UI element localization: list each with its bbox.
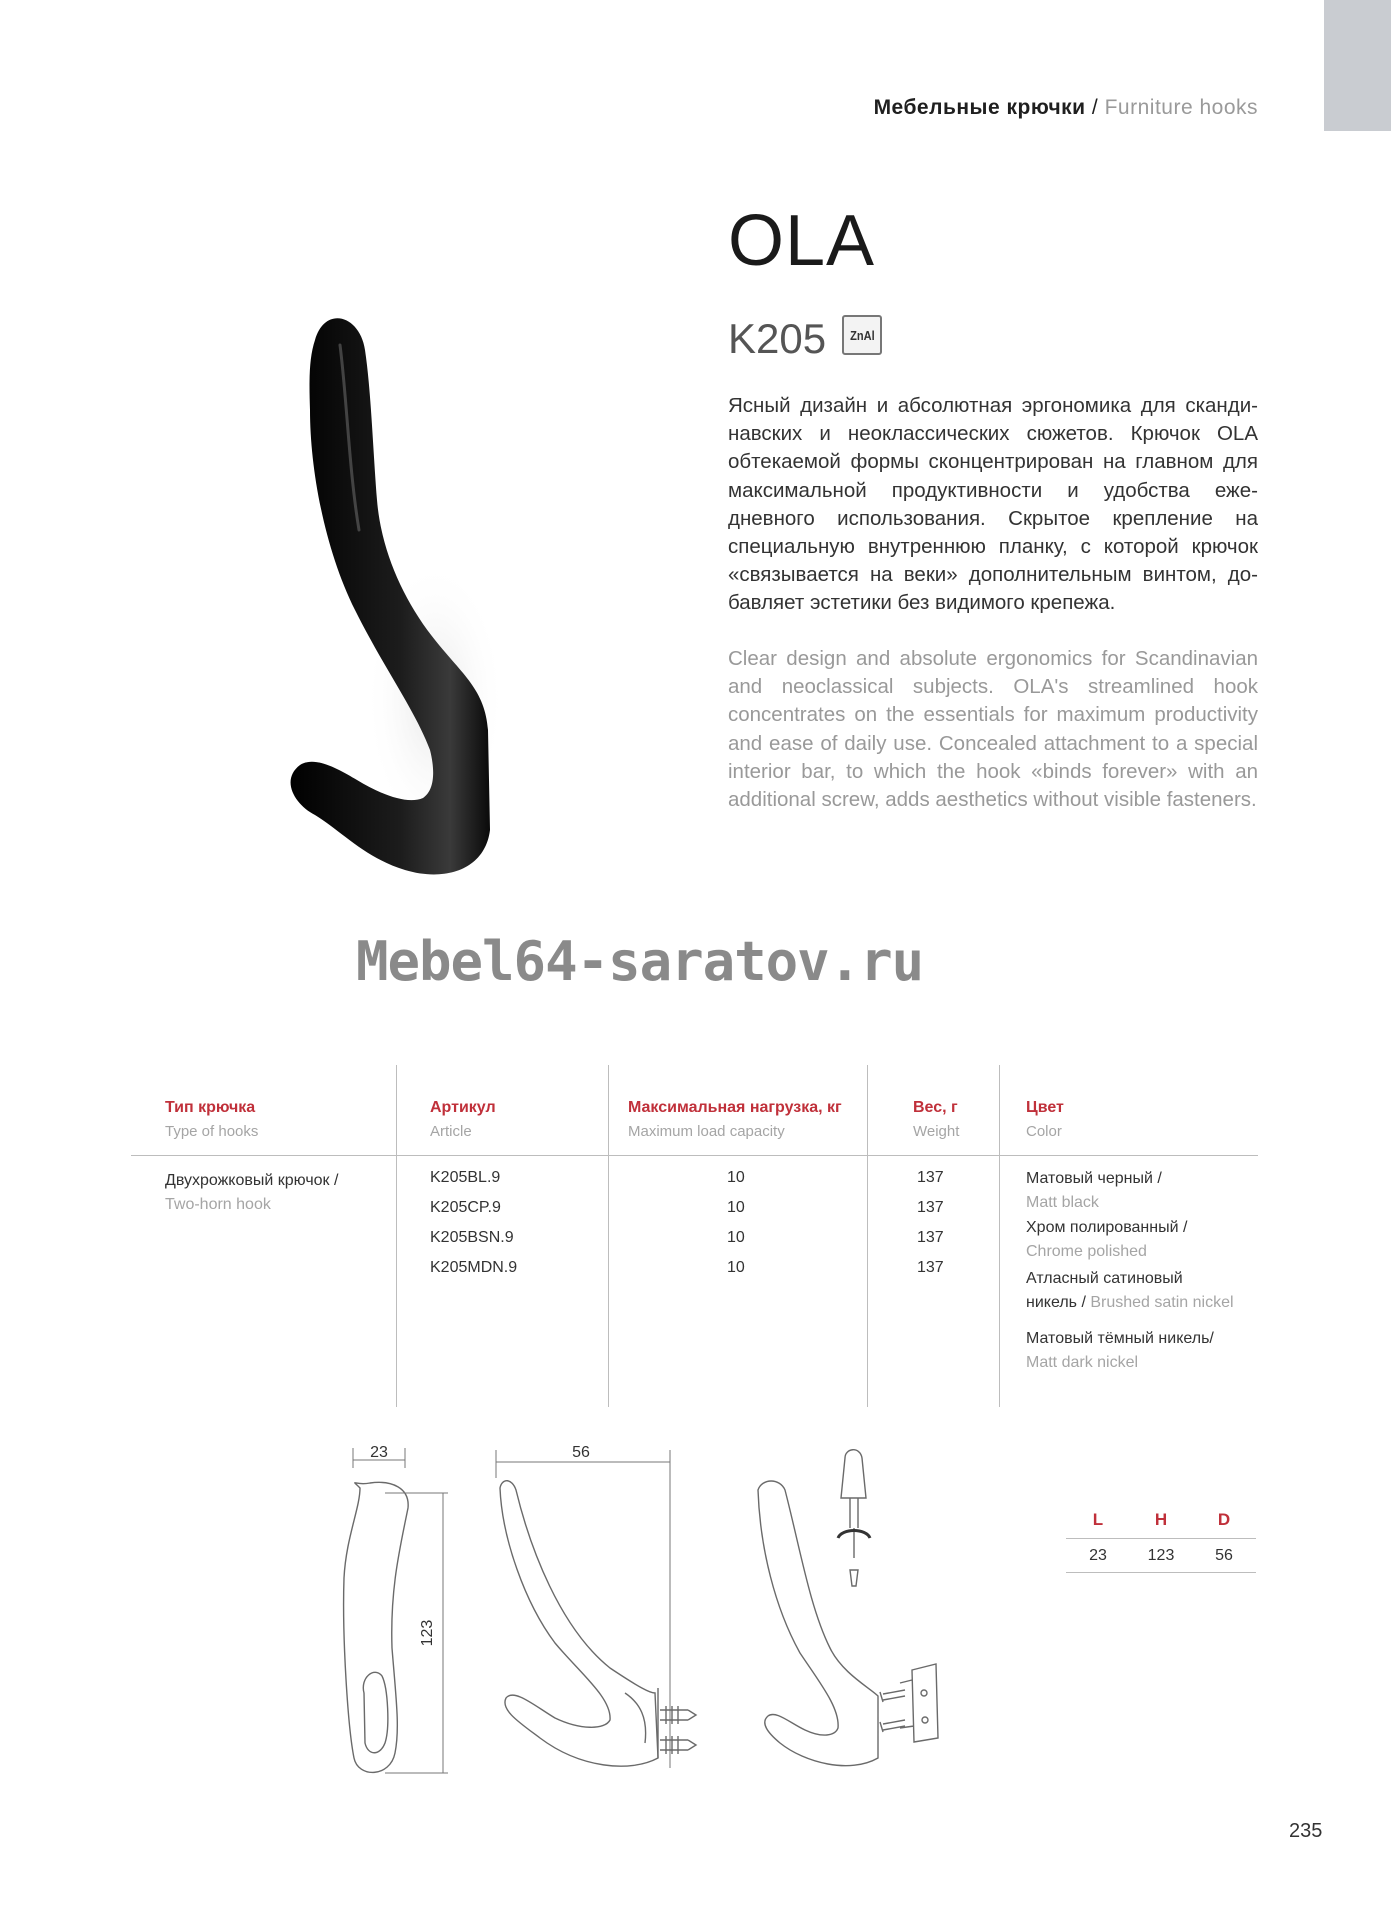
material-badge-label: ZnAl	[849, 327, 875, 343]
column-divider	[999, 1065, 1000, 1407]
header-load-en: Maximum load capacity	[628, 1123, 785, 1140]
table-row-weight: 137	[917, 1169, 944, 1186]
table-row-weight: 137	[917, 1229, 944, 1246]
table-row-load: 10	[727, 1169, 745, 1186]
table-row-load: 10	[727, 1229, 745, 1246]
mounting-view	[758, 1450, 938, 1766]
header-weight-ru: Вес, г	[913, 1099, 958, 1116]
color-item-en: Matt black	[1026, 1194, 1099, 1211]
table-row-weight: 137	[917, 1259, 944, 1276]
hook-photo	[285, 310, 515, 890]
cell-type-en: Two-horn hook	[165, 1196, 271, 1213]
technical-drawing	[330, 1438, 980, 1798]
color-item	[1026, 1267, 1234, 1315]
watermark: Mebel64-saratov.ru	[356, 930, 924, 993]
header-type	[165, 1099, 258, 1140]
table-row-weight: 137	[917, 1199, 944, 1216]
header-weight-en: Weight	[913, 1123, 960, 1140]
header-type-en: Type of hooks	[165, 1123, 259, 1140]
table-row-load: 10	[727, 1259, 745, 1276]
material-badge	[842, 315, 882, 355]
header-load-ru: Максимальная нагрузка, кг	[628, 1099, 842, 1116]
drawing-depth-label: 56	[572, 1444, 590, 1461]
product-title: OLA	[728, 201, 876, 281]
dim-header-l: L	[1092, 1510, 1104, 1529]
spec-table	[131, 1065, 1258, 1407]
dim-value-l: 23	[1089, 1547, 1107, 1564]
section-tab	[1324, 0, 1391, 131]
cell-type-ru: Двухрожковый крючок /	[165, 1172, 339, 1189]
color-item	[1026, 1327, 1214, 1375]
header-type-ru: Тип крючка	[165, 1099, 256, 1116]
header-color-ru: Цвет	[1026, 1099, 1064, 1116]
column-divider	[608, 1065, 609, 1407]
column-divider	[396, 1065, 397, 1407]
screwdriver-icon	[841, 1450, 866, 1558]
table-row-article: K205BSN.9	[430, 1229, 514, 1246]
cell-type	[165, 1169, 338, 1217]
header-rule	[131, 1155, 1258, 1156]
dim-header-d: D	[1217, 1510, 1231, 1529]
page-number: 235	[1289, 1820, 1323, 1842]
screw-icon	[880, 1720, 905, 1732]
color-item	[1026, 1216, 1187, 1264]
dim-header-h: H	[1154, 1510, 1168, 1529]
product-article: K205	[728, 315, 827, 362]
front-view	[344, 1448, 448, 1773]
header-article-ru: Артикул	[430, 1099, 496, 1116]
color-item-ru2: никель /	[1026, 1294, 1091, 1311]
side-view	[496, 1450, 696, 1768]
header-load	[628, 1099, 842, 1140]
color-item-ru: Матовый черный /	[1026, 1170, 1162, 1187]
color-item-ru: Хром полированный /	[1026, 1219, 1188, 1236]
header-color-en: Color	[1026, 1123, 1062, 1140]
color-item-ru: Атласный сатиновый	[1026, 1270, 1183, 1287]
header-color	[1026, 1099, 1064, 1140]
drawing-width-label: 23	[370, 1444, 388, 1461]
dim-value-d: 56	[1215, 1547, 1233, 1564]
header-weight	[913, 1099, 959, 1140]
dim-rule	[1066, 1572, 1256, 1573]
header-article	[430, 1099, 496, 1140]
color-item	[1026, 1167, 1162, 1215]
column-divider	[867, 1065, 868, 1407]
dim-rule	[1066, 1538, 1256, 1539]
color-item-en: Brushed satin nickel	[1090, 1294, 1234, 1311]
color-item-en: Chrome polished	[1026, 1243, 1147, 1260]
description-en: Clear design and absolute ergonomics for Scandinavian and neoclassical subjects. OLA's streamlined hook concentrates on the essentials for maximum productivity and ease of daily use. Concealed attachment to a special interior bar, to which the hook «binds forever» with an additional screw, adds aesthetics without visible fasteners.	[728, 647, 1258, 812]
table-row-article: K205CP.9	[430, 1199, 501, 1216]
description-ru: Ясный дизайн и абсолютная эргономика для сканди-навских и неоклассических сюжетов. Крючок OLA обтекаемой формы сконцентрирован на главном для максимальной продуктивности и удобства еже-дневного использования. Скрытое крепление на специальную внутреннюю планку, с которой крючок «связывается на веки» дополнительным винтом, до-бавляет эстетики без видимого крепежа.	[728, 394, 1258, 615]
screw-icon	[880, 1690, 905, 1702]
section-header-en: Furniture hooks	[1104, 96, 1258, 119]
mounting-bar-icon	[900, 1664, 938, 1742]
section-header-separator: /	[1085, 96, 1105, 119]
table-row-article: K205BL.9	[430, 1169, 501, 1186]
table-row-article: K205MDN.9	[430, 1259, 518, 1276]
color-item-ru: Матовый тёмный никель/	[1026, 1330, 1214, 1347]
table-row-load: 10	[727, 1199, 745, 1216]
color-item-en: Matt dark nickel	[1026, 1354, 1139, 1371]
drawing-height-label: 123	[419, 1619, 436, 1647]
section-header-ru: Мебельные крючки	[873, 96, 1086, 119]
dim-value-h: 123	[1147, 1547, 1175, 1564]
section-header	[874, 96, 1258, 120]
header-article-en: Article	[430, 1123, 472, 1140]
